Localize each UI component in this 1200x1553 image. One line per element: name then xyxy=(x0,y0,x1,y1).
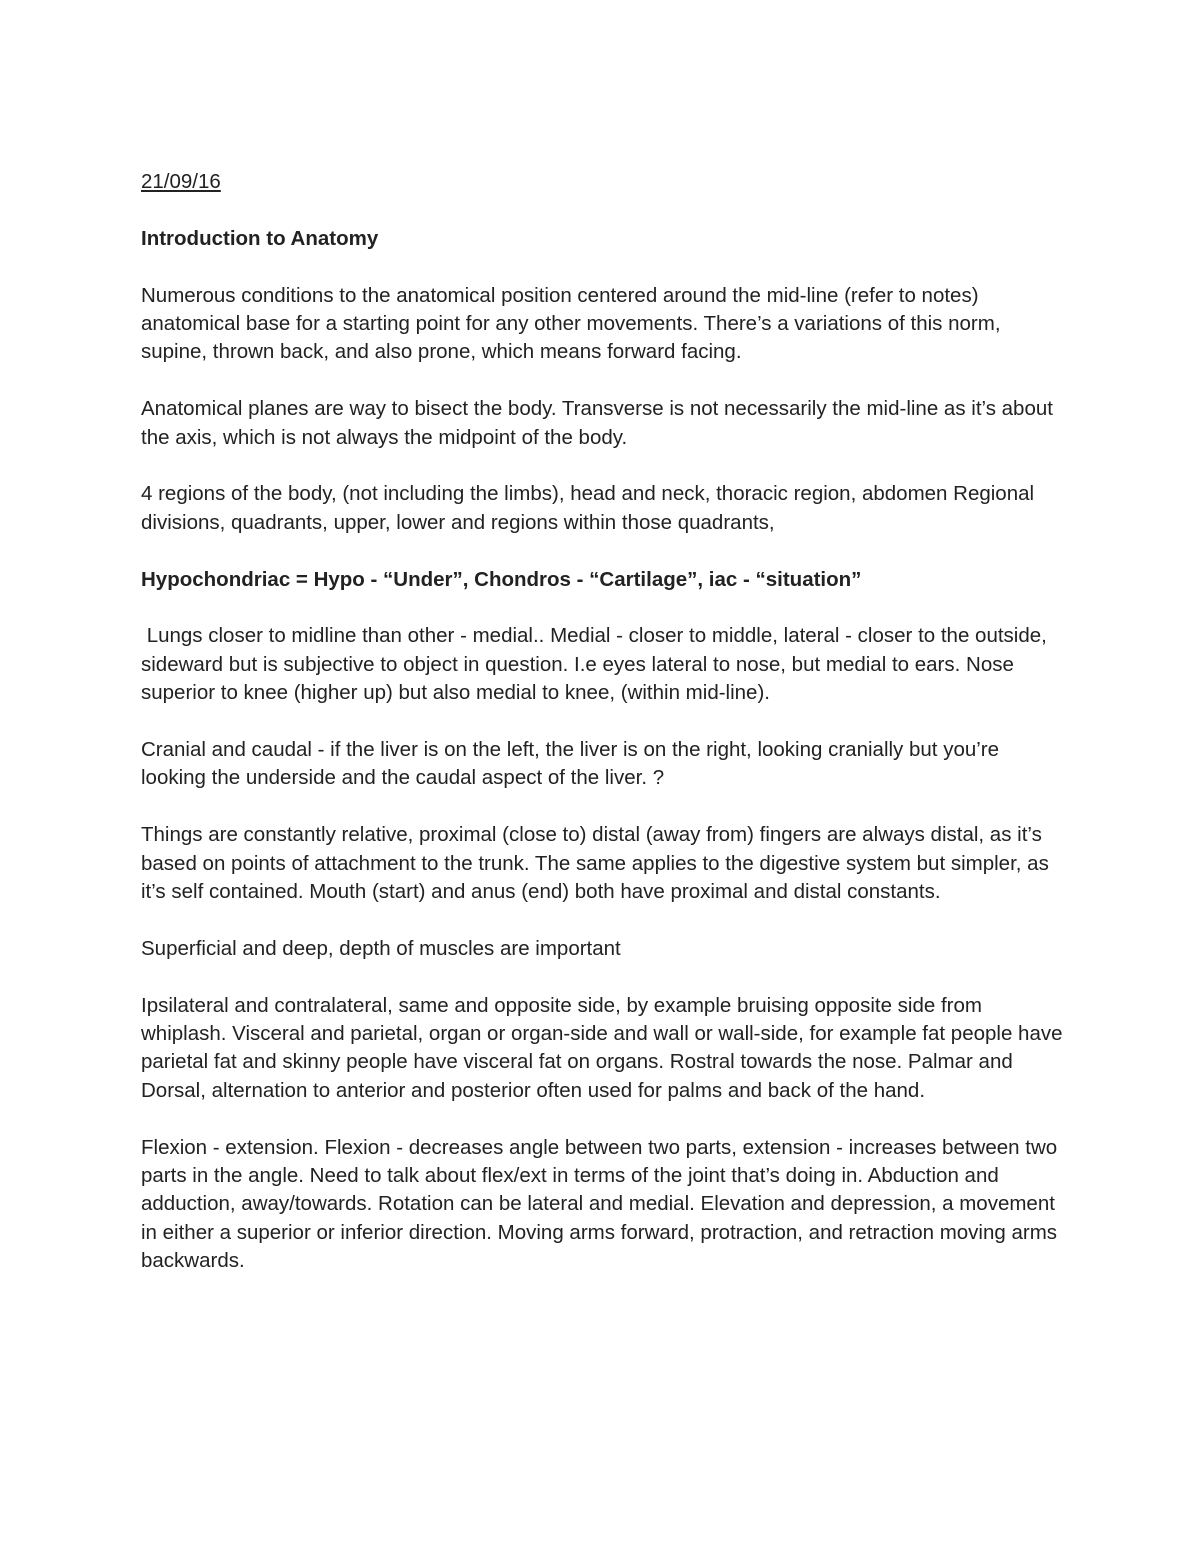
document-page xyxy=(141,168,1066,1304)
document-date: 21/09/16 xyxy=(141,170,221,193)
paragraph-cranial-caudal: Cranial and caudal - if the liver is on the left, the liver is on the right, looking cranially but you’re looking the underside and the caudal aspect of the liver. ? xyxy=(141,738,1000,790)
paragraph-proximal-distal: Things are constantly relative, proximal (close to) distal (away from) fingers are always distal, as it’s based on points of attachment to the trunk. The same applies to the digestive system but simpler, as it’s self contained. Mouth (start) and anus (end) both have proximal and distal constants. xyxy=(141,823,1049,904)
paragraph-anatomical-position: Numerous conditions to the anatomical position centered around the mid-line (refer to notes) anatomical base for a starting point for any other movements. There’s a variations of this norm, supine, thrown back, and also prone, which means forward facing. xyxy=(141,283,1001,364)
paragraph-flexion-extension: Flexion - extension. Flexion - decreases angle between two parts, extension - increases between two parts in the angle. Need to talk about flex/ext in terms of the joint that’s doing in. Abduction and adduction, away/towards. Rotation can be lateral and medial. Elevation and depression, a movement in either a superior or inferior direction. Moving arms forward, protraction, and retraction moving arms backwards. xyxy=(141,1135,1058,1273)
paragraph-hypochondriac-definition: Hypochondriac = Hypo - “Under”, Chondros - “Cartilage”, iac - “situation” xyxy=(141,567,862,591)
paragraph-superficial-deep: Superficial and deep, depth of muscles are important xyxy=(141,936,621,960)
paragraph-body-regions: 4 regions of the body, (not including the limbs), head and neck, thoracic region, abdomen Regional divisions, quadrants, upper, lower and regions within those quadrants, xyxy=(141,482,1035,534)
paragraph-anatomical-planes: Anatomical planes are way to bisect the body. Transverse is not necessarily the mid-line as it’s about the axis, which is not always the midpoint of the body. xyxy=(141,397,1053,449)
paragraph-ipsilateral-contralateral: Ipsilateral and contralateral, same and opposite side, by example bruising opposite side from whiplash. Visceral and parietal, organ or organ-side and wall or wall-side, for example fat people have parietal fat and skinny people have visceral fat on organs. Rostral towards the nose. Palmar and Dorsal, alternation to anterior and posterior often used for palms and back of the hand. xyxy=(141,993,1063,1102)
document-title: Introduction to Anatomy xyxy=(141,226,379,250)
paragraph-medial-lateral: Lungs closer to midline than other - medial.. Medial - closer to middle, lateral - closer to the outside, sideward but is subjective to object in question. I.e eyes lateral to nose, but medial to ears. Nose superior to knee (higher up) but also medial to knee, (within mid-line). xyxy=(141,624,1053,705)
